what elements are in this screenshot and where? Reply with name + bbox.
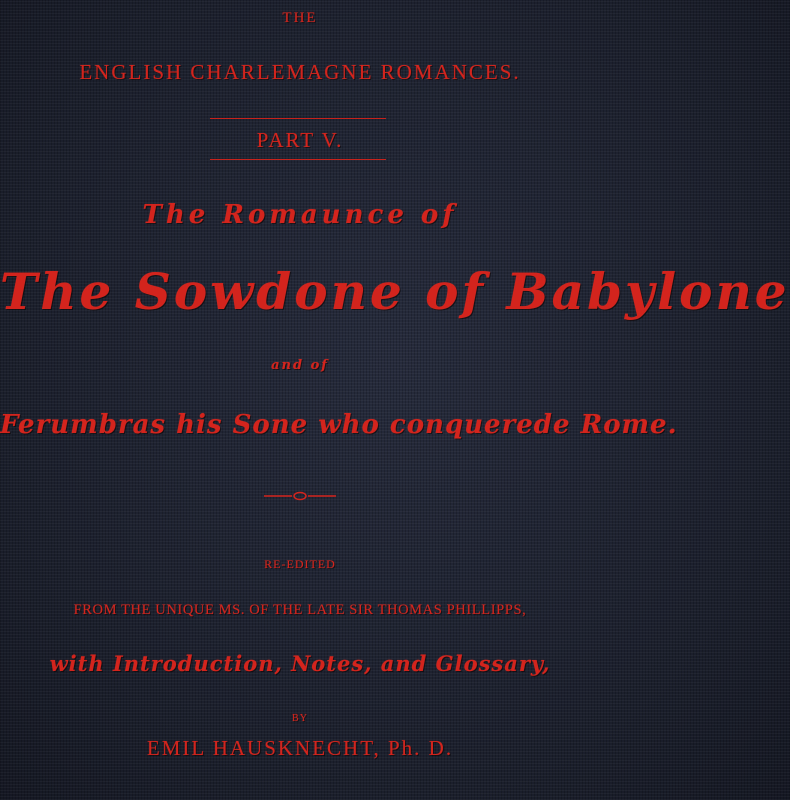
part-rule-top	[210, 118, 386, 119]
cover-the: THE	[282, 10, 318, 26]
part-rule-bottom	[210, 159, 386, 160]
reedited: RE-EDITED	[264, 557, 336, 571]
series-title: ENGLISH CHARLEMAGNE ROMANCES.	[79, 60, 521, 84]
editor-name: EMIL HAUSKNECHT, Ph. D.	[146, 736, 454, 760]
divider-ornament	[262, 489, 338, 503]
subtitle: Ferumbras his Sone who conquerede Rome.	[0, 410, 678, 440]
by: BY	[292, 713, 308, 724]
main-title: The Sowdone of Babylone	[0, 262, 790, 321]
romaunce-of: The Romaunce of	[142, 200, 458, 230]
part-number: PART V.	[256, 128, 344, 152]
apparatus: with Introduction, Notes, and Glossary,	[49, 651, 551, 676]
and-of: and of	[271, 358, 329, 373]
manuscript-source: FROM THE UNIQUE MS. OF THE LATE SIR THOMAS PHILLIPPS,	[73, 602, 527, 618]
